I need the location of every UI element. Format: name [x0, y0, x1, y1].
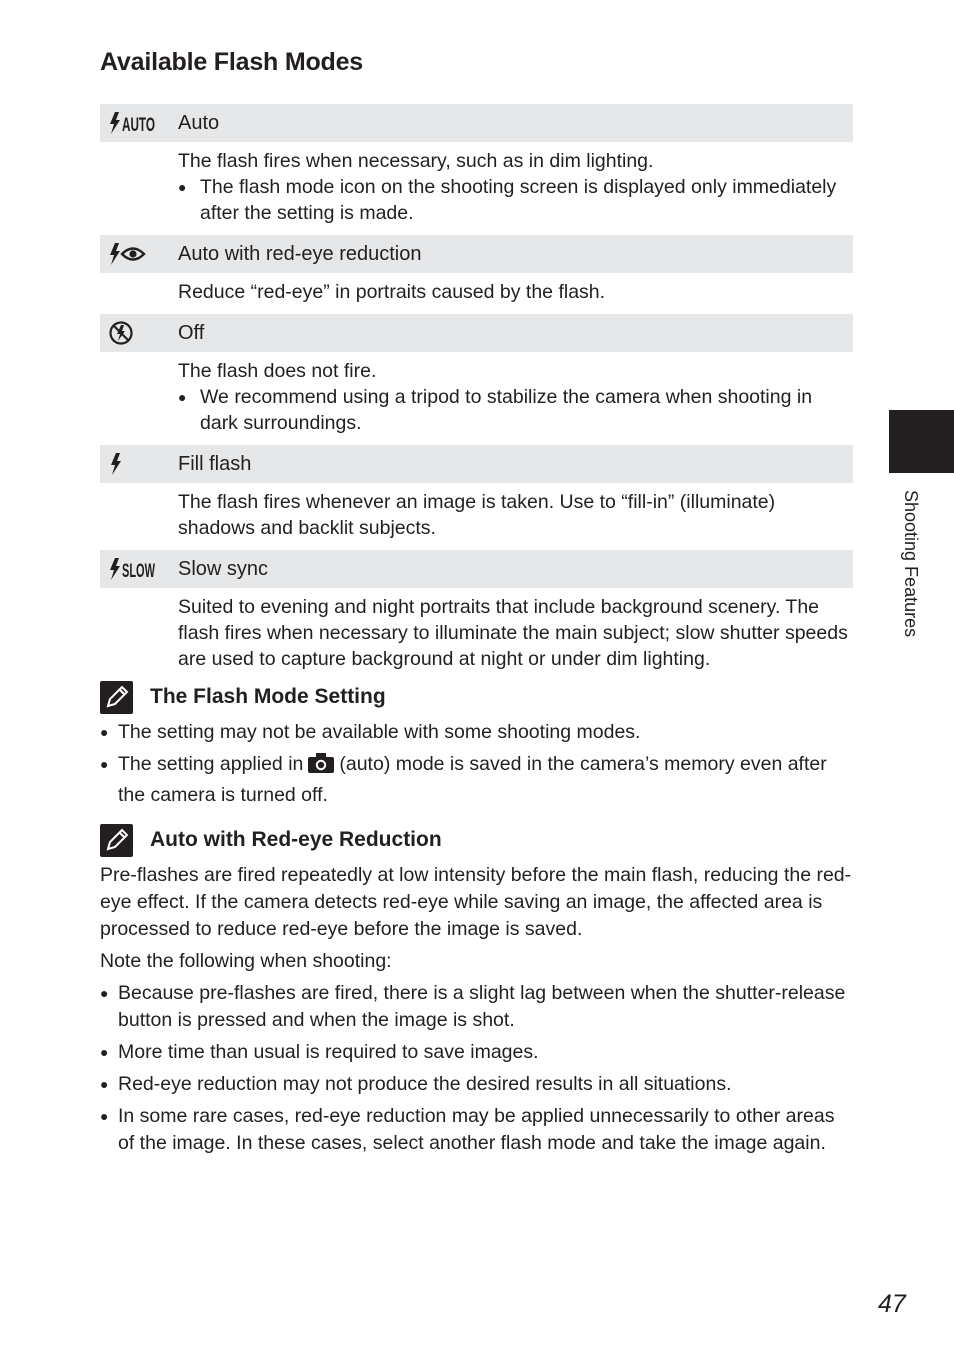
- note-intro: Note the following when shooting:: [100, 950, 392, 972]
- page-title: Available Flash Modes: [100, 48, 364, 76]
- flash-slow-sync-icon: [100, 550, 178, 588]
- list-item: ● More time than usual is required to save images.: [100, 1041, 539, 1063]
- mode-row-slow-sync: [100, 550, 853, 588]
- note-red-eye-reduction: [100, 822, 852, 1157]
- mode-row-fill-flash: [100, 445, 853, 483]
- pencil-icon: [100, 824, 133, 857]
- pencil-icon: [100, 681, 133, 714]
- list-item: ● Red-eye reduction may not produce the desired results in all situations.: [100, 1073, 732, 1095]
- mode-label: Fill flash: [178, 452, 252, 475]
- list-item: ● The flash mode icon on the shooting screen is displayed only immediately after the setting is made.: [178, 176, 837, 224]
- list-item: ● We recommend using a tripod to stabilize the camera when shooting in dark surroundings.: [178, 386, 813, 434]
- fill-flash-icon: [100, 445, 178, 483]
- flash-modes-table: [100, 104, 853, 681]
- list-item: ● Because pre-flashes are fired, there is a slight lag between when the shutter-release button is pressed and when the image is shot.: [100, 982, 846, 1031]
- mode-label: Off: [178, 321, 205, 344]
- camera-icon: [307, 752, 335, 782]
- list-item: ● In some rare cases, red-eye reduction may be applied unnecessarily to other areas of the image. In these cases, select another flash mode and take the image again.: [100, 1105, 835, 1154]
- flash-red-eye-icon: [100, 235, 178, 273]
- mode-label: Slow sync: [178, 557, 269, 580]
- list-item: ● The setting applied in (auto) mode is saved in the camera’s memory even after the camera is turned off.: [100, 753, 827, 806]
- mode-label: Auto with red-eye reduction: [178, 242, 422, 265]
- mode-row-auto: [100, 104, 853, 142]
- flash-off-icon: [100, 314, 178, 352]
- mode-description: Suited to evening and night portraits that include background scenery. The flash fires when necessary to illuminate the main subject; slow shutter speeds are used to capture background at night or under dim lighting.: [178, 596, 848, 670]
- mode-row-red-eye: [100, 235, 853, 273]
- section-tab: [889, 410, 954, 473]
- page-number: 47: [878, 1290, 906, 1318]
- note-title: Auto with Red-eye Reduction: [150, 828, 442, 851]
- flash-auto-icon: [100, 104, 178, 142]
- mode-description: The flash does not fire. ● We recommend using a tripod to stabilize the camera when shooting in dark surroundings.: [100, 352, 853, 445]
- note-paragraph: Pre-flashes are fired repeatedly at low intensity before the main flash, reducing the red-eye effect. If the camera detects red-eye while saving an image, the affected area is processed to reduce red-eye before the image is saved.: [100, 864, 852, 940]
- mode-description: The flash fires whenever an image is taken. Use to “fill-in” (illuminate) shadows and backlit subjects.: [178, 491, 776, 539]
- list-item: ● The setting may not be available with some shooting modes.: [100, 721, 641, 743]
- mode-label: Auto: [178, 111, 220, 134]
- svg-text:SLOW: SLOW: [122, 561, 156, 582]
- mode-description: Reduce “red-eye” in portraits caused by the flash.: [178, 281, 606, 303]
- note-flash-mode-setting: [100, 679, 852, 809]
- mode-description: The flash fires when necessary, such as in dim lighting. ● The flash mode icon on the shooting screen is displayed only immediately after the setting is made.: [100, 142, 853, 235]
- note-title: The Flash Mode Setting: [150, 685, 386, 708]
- section-label: Shooting Features: [901, 490, 921, 638]
- svg-text:AUTO: AUTO: [122, 115, 155, 136]
- mode-row-off: [100, 314, 853, 352]
